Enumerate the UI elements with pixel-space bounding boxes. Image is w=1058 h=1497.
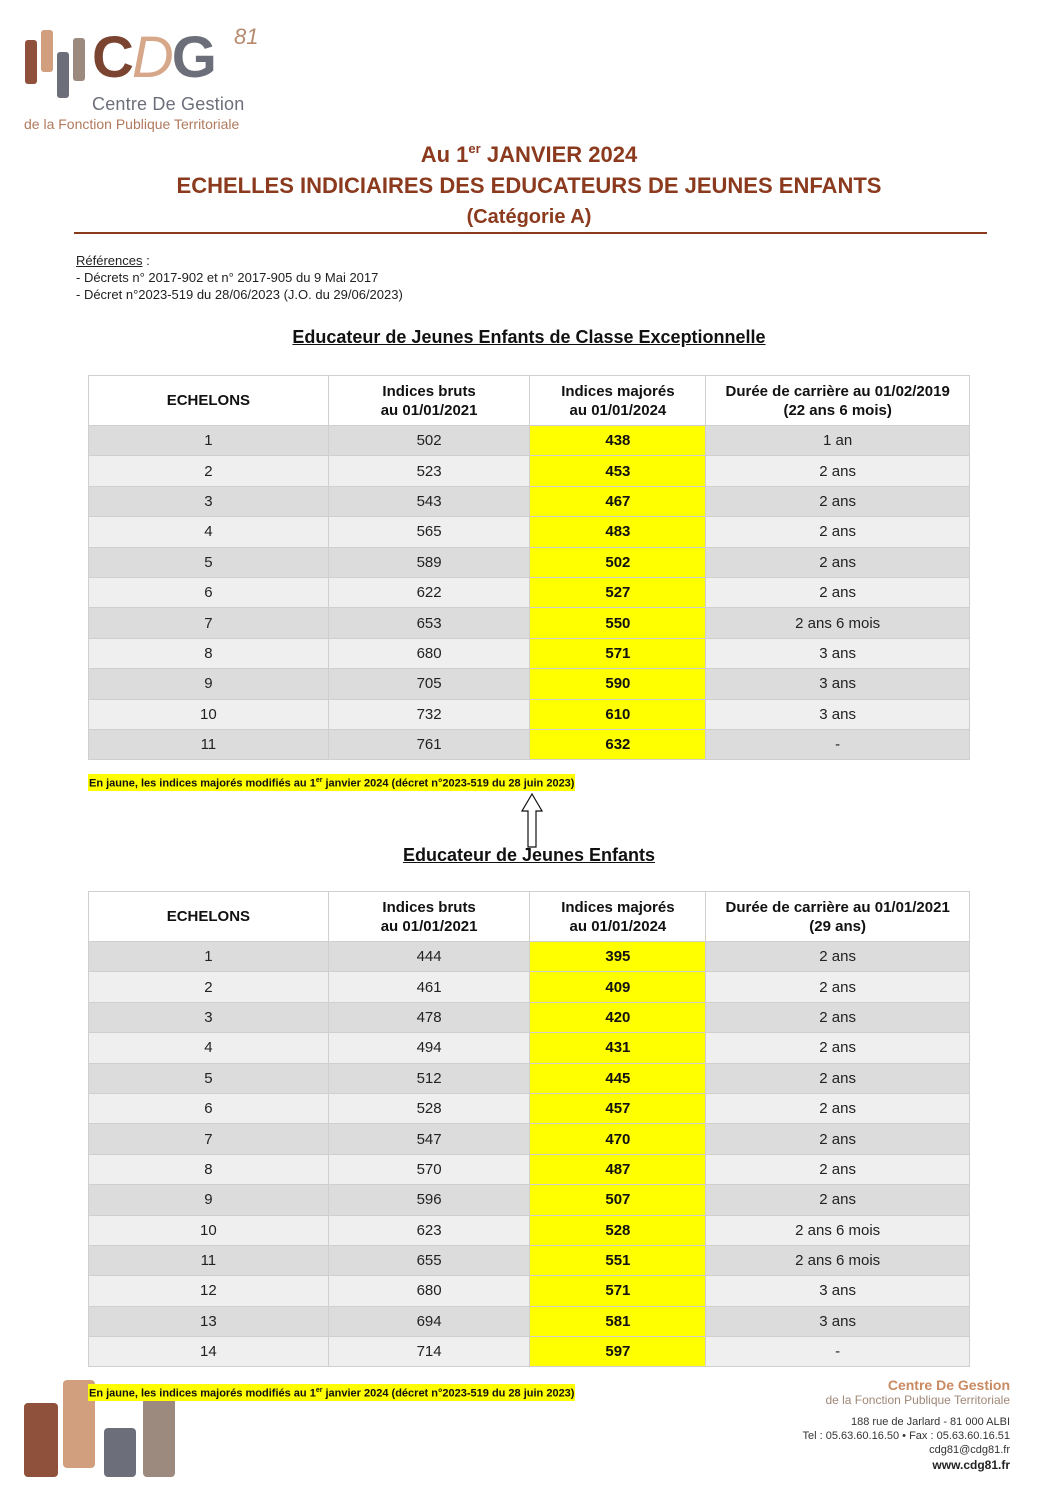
logo-line2: de la Fonction Publique Territoriale (24, 116, 240, 132)
references-heading: Références (76, 253, 143, 268)
table-row (89, 517, 970, 547)
column-header-indices-majores: Indices majorés au 01/01/2024 (530, 376, 706, 426)
cell-indice-brut: 680 (328, 638, 530, 668)
table-row (89, 669, 970, 699)
cell-indice-brut: 478 (328, 1002, 530, 1032)
cell-duree: 2 ans 6 mois (706, 1215, 970, 1245)
logo-line1: Centre De Gestion (92, 94, 245, 114)
cell-indice-brut: 655 (328, 1245, 530, 1275)
cell-indice-majore: 470 (530, 1124, 706, 1154)
footer-logo-bar-icon (104, 1428, 136, 1477)
cell-indice-majore: 467 (530, 486, 706, 516)
cell-echelon: 7 (89, 608, 329, 638)
cell-indice-brut: 461 (328, 972, 530, 1002)
cell-duree: 2 ans (706, 577, 970, 607)
table-row (89, 1245, 970, 1275)
table-row (89, 942, 970, 972)
table-row (89, 638, 970, 668)
cell-echelon: 3 (89, 486, 329, 516)
document-title-block (0, 134, 1058, 232)
cell-indice-majore: 420 (530, 1002, 706, 1032)
cell-indice-majore: 395 (530, 942, 706, 972)
cell-echelon: 6 (89, 577, 329, 607)
cell-indice-majore: 487 (530, 1154, 706, 1184)
table-row (89, 699, 970, 729)
cell-indice-majore: 550 (530, 608, 706, 638)
table-classe-exceptionnelle (88, 375, 970, 760)
cell-echelon: 11 (89, 729, 329, 759)
column-header-indices-majores: Indices majorés au 01/01/2024 (530, 892, 706, 942)
cell-duree: 2 ans (706, 486, 970, 516)
column-header-indices-bruts: Indices bruts au 01/01/2021 (328, 376, 530, 426)
cell-indice-majore: 610 (530, 699, 706, 729)
cell-duree: 2 ans (706, 972, 970, 1002)
logo-bar-icon (57, 52, 69, 98)
cell-echelon: 2 (89, 456, 329, 486)
cell-indice-brut: 494 (328, 1033, 530, 1063)
logo-number: 81 (234, 24, 259, 49)
cell-indice-brut: 732 (328, 699, 530, 729)
table-row (89, 608, 970, 638)
cell-echelon: 9 (89, 1185, 329, 1215)
cell-echelon: 11 (89, 1245, 329, 1275)
cell-echelon: 12 (89, 1276, 329, 1306)
cell-indice-brut: 502 (328, 426, 530, 456)
cell-indice-majore: 483 (530, 517, 706, 547)
cell-echelon: 4 (89, 1033, 329, 1063)
cell-indice-brut: 565 (328, 517, 530, 547)
section-title-educateur: Educateur de Jeunes Enfants (402, 845, 656, 865)
footer-logo-bar-icon (143, 1398, 175, 1477)
cell-duree: 2 ans (706, 1033, 970, 1063)
footer-logo-bar-icon (24, 1403, 58, 1477)
table-row (89, 577, 970, 607)
cell-indice-brut: 714 (328, 1337, 530, 1367)
footer-website-link[interactable]: www.cdg81.fr (932, 1458, 1010, 1472)
cell-duree: 2 ans (706, 1093, 970, 1123)
cell-echelon: 10 (89, 1215, 329, 1245)
footer-email[interactable]: cdg81@cdg81.fr (929, 1444, 1010, 1456)
page-title: ECHELLES INDICIAIRES DES EDUCATEURS DE JEUNES ENFANTS (176, 173, 882, 198)
cell-indice-brut: 705 (328, 669, 530, 699)
cell-duree: 2 ans (706, 1002, 970, 1032)
cell-indice-brut: 528 (328, 1093, 530, 1123)
footer-address: 188 rue de Jarlard - 81 000 ALBI (851, 1416, 1010, 1428)
cell-indice-majore: 581 (530, 1306, 706, 1336)
cell-indice-majore: 527 (530, 577, 706, 607)
cell-indice-majore: 571 (530, 1276, 706, 1306)
cell-echelon: 5 (89, 547, 329, 577)
table-row (89, 1093, 970, 1123)
table-header-row (89, 376, 970, 426)
table-row (89, 486, 970, 516)
cell-indice-majore: 457 (530, 1093, 706, 1123)
cell-echelon: 10 (89, 699, 329, 729)
cell-indice-brut: 680 (328, 1276, 530, 1306)
cell-echelon: 8 (89, 1154, 329, 1184)
cell-duree: 2 ans (706, 1124, 970, 1154)
cell-echelon: 5 (89, 1063, 329, 1093)
table-row (89, 972, 970, 1002)
cell-echelon: 4 (89, 517, 329, 547)
cell-duree: 2 ans (706, 517, 970, 547)
cell-duree: - (706, 729, 970, 759)
footer-org-sub: de la Fonction Publique Territoriale (825, 1393, 1010, 1407)
cell-echelon: 3 (89, 1002, 329, 1032)
column-header-indices-bruts: Indices bruts au 01/01/2021 (328, 892, 530, 942)
cell-indice-brut: 444 (328, 942, 530, 972)
table-row (89, 1337, 970, 1367)
cell-indice-brut: 512 (328, 1063, 530, 1093)
cell-echelon: 13 (89, 1306, 329, 1336)
cell-echelon: 1 (89, 942, 329, 972)
table-row (89, 1215, 970, 1245)
cdg81-logo (22, 22, 270, 134)
table-row (89, 1306, 970, 1336)
table-row (89, 1033, 970, 1063)
cell-indice-majore: 438 (530, 426, 706, 456)
logo-bar-icon (41, 30, 53, 72)
reference-item: - Décret n°2023-519 du 28/06/2023 (J.O. du 29/06/2023) (76, 287, 403, 302)
cell-indice-brut: 623 (328, 1215, 530, 1245)
cell-echelon: 6 (89, 1093, 329, 1123)
cell-duree: 3 ans (706, 1276, 970, 1306)
cell-duree: 2 ans (706, 1185, 970, 1215)
cell-indice-brut: 761 (328, 729, 530, 759)
table-row (89, 1063, 970, 1093)
cell-indice-brut: 570 (328, 1154, 530, 1184)
cell-duree: 2 ans (706, 942, 970, 972)
cell-indice-brut: 523 (328, 456, 530, 486)
cell-duree: 3 ans (706, 1306, 970, 1336)
cell-duree: 2 ans (706, 1154, 970, 1184)
cell-indice-majore: 551 (530, 1245, 706, 1275)
cell-indice-brut: 547 (328, 1124, 530, 1154)
cell-duree: 2 ans (706, 456, 970, 486)
cell-indice-majore: 571 (530, 638, 706, 668)
table-row (89, 1002, 970, 1032)
table-row (89, 729, 970, 759)
cell-duree: 2 ans (706, 547, 970, 577)
cell-duree: 3 ans (706, 669, 970, 699)
table-row (89, 1124, 970, 1154)
logo-bar-icon (73, 38, 85, 81)
date-title: Au 1er JANVIER 2024 (420, 141, 638, 167)
footer-phone: Tel : 05.63.60.16.50 • Fax : 05.63.60.16.51 (802, 1430, 1010, 1442)
cell-duree: - (706, 1337, 970, 1367)
cell-duree: 2 ans 6 mois (706, 1245, 970, 1275)
cell-indice-majore: 597 (530, 1337, 706, 1367)
table-row (89, 426, 970, 456)
cell-indice-majore: 507 (530, 1185, 706, 1215)
cell-echelon: 7 (89, 1124, 329, 1154)
table-row (89, 456, 970, 486)
title-divider (74, 232, 987, 234)
table-row (89, 1154, 970, 1184)
cell-echelon: 1 (89, 426, 329, 456)
references-block: Références : - Décrets n° 2017-902 et n° 2017-905 du 9 Mai 2017 - Décret n°2023-519 du 28/06/2023 (J.O. du 29/06/2023) (76, 253, 403, 302)
cell-indice-brut: 596 (328, 1185, 530, 1215)
cell-echelon: 8 (89, 638, 329, 668)
logo-wordmark: CDG (92, 25, 215, 90)
cell-indice-majore: 590 (530, 669, 706, 699)
cell-indice-majore: 453 (530, 456, 706, 486)
table-header-row (89, 892, 970, 942)
cell-indice-majore: 445 (530, 1063, 706, 1093)
column-header-duree-carriere: Durée de carrière au 01/01/2021 (29 ans) (706, 892, 970, 942)
table-row (89, 547, 970, 577)
cell-duree: 2 ans (706, 1063, 970, 1093)
logo-bar-icon (25, 40, 37, 84)
cell-indice-brut: 543 (328, 486, 530, 516)
table-row (89, 1185, 970, 1215)
cell-echelon: 14 (89, 1337, 329, 1367)
cell-indice-majore: 502 (530, 547, 706, 577)
highlight-note: En jaune, les indices majorés modifiés au 1er janvier 2024 (décret n°2023-519 du 28 juin 2023) (88, 774, 575, 791)
cell-indice-majore: 632 (530, 729, 706, 759)
up-arrow-icon (521, 793, 543, 848)
category-label: (Catégorie A) (466, 206, 592, 228)
column-header-duree-carriere: Durée de carrière au 01/02/2019 (22 ans 6 mois) (706, 376, 970, 426)
cell-indice-brut: 653 (328, 608, 530, 638)
cell-echelon: 9 (89, 669, 329, 699)
reference-item: - Décrets n° 2017-902 et n° 2017-905 du 9 Mai 2017 (76, 270, 379, 285)
cell-indice-majore: 528 (530, 1215, 706, 1245)
cell-indice-majore: 409 (530, 972, 706, 1002)
table-row (89, 1276, 970, 1306)
column-header-echelons: ECHELONS (89, 376, 329, 426)
highlight-note: En jaune, les indices majorés modifiés au 1er janvier 2024 (décret n°2023-519 du 28 juin 2023) (88, 1384, 575, 1401)
column-header-echelons: ECHELONS (89, 892, 329, 942)
footer-org: Centre De Gestion (887, 1377, 1010, 1393)
cell-duree: 1 an (706, 426, 970, 456)
cell-echelon: 2 (89, 972, 329, 1002)
footer-contact (802, 1377, 1010, 1473)
table-educateur (88, 891, 970, 1367)
cell-indice-brut: 694 (328, 1306, 530, 1336)
cell-indice-brut: 589 (328, 547, 530, 577)
cell-duree: 2 ans 6 mois (706, 608, 970, 638)
cell-duree: 3 ans (706, 638, 970, 668)
cell-indice-brut: 622 (328, 577, 530, 607)
cell-indice-majore: 431 (530, 1033, 706, 1063)
section-title-classe-exceptionnelle: Educateur de Jeunes Enfants de Classe Exceptionnelle (292, 327, 766, 347)
cell-duree: 3 ans (706, 699, 970, 729)
